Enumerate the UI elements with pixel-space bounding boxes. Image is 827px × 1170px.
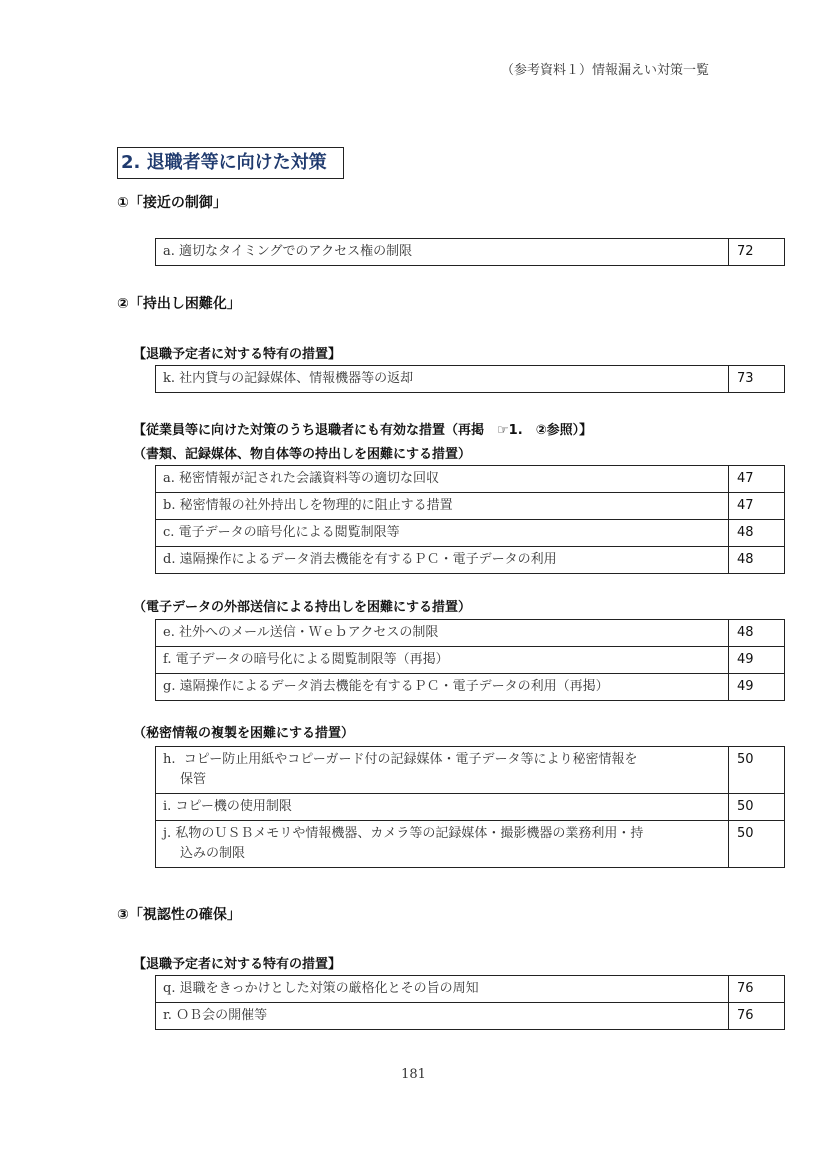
item-text: 秘密情報が記された会議資料等の適切な回収 (179, 471, 440, 486)
table-row (156, 366, 785, 393)
item-label: r. (163, 1008, 172, 1023)
page-reference: 48 (729, 620, 785, 647)
measure-item (156, 493, 729, 520)
item-text: 社外へのメール送信・Ｗｅｂアクセスの制限 (178, 625, 439, 640)
item-label: j. (163, 826, 172, 841)
page-reference: 73 (729, 366, 785, 393)
item-text: コピー防止用紙やコピーガード付の記録媒体・電子データ等により秘密情報を (179, 752, 638, 767)
section-heading-visibility: ③「視認性の確保」 (117, 907, 241, 923)
page-reference: 76 (729, 976, 785, 1003)
table-row (156, 976, 785, 1003)
item-text: 電子データの暗号化による閲覧制限等 (178, 525, 400, 540)
measure-item (156, 647, 729, 674)
measure-item (156, 821, 729, 868)
page-reference: 47 (729, 493, 785, 520)
measure-item (156, 547, 729, 574)
page-reference: 48 (729, 520, 785, 547)
measure-item (156, 366, 729, 393)
measure-item (156, 747, 729, 794)
measure-item (156, 239, 729, 266)
item-label: c. (163, 525, 175, 540)
table-row (156, 821, 785, 868)
item-label: d. (163, 552, 176, 567)
subgroup-heading-external-transmission: （電子データの外部送信による持出しを困難にする措置） (133, 600, 472, 615)
page-reference: 50 (729, 821, 785, 868)
section-heading-prevent-removal: ②「持出し困難化」 (117, 296, 241, 312)
item-label: k. (163, 371, 176, 386)
measures-table-external-transmission (155, 619, 785, 701)
table-row (156, 794, 785, 821)
item-label: a. (163, 244, 175, 259)
section-heading-access-control: ①「接近の制御」 (117, 195, 227, 211)
table-row (156, 620, 785, 647)
measures-table-physical-removal (155, 465, 785, 574)
item-text-continuation: 込みの制限 (180, 846, 246, 861)
page-reference: 47 (729, 466, 785, 493)
measure-item (156, 620, 729, 647)
item-text: 社内貸与の記録媒体、情報機器等の返却 (179, 371, 414, 386)
section-title: 2. 退職者等に向けた対策 (117, 147, 344, 179)
measure-item (156, 976, 729, 1003)
table-row (156, 1003, 785, 1030)
document-header-note: （参考資料１）情報漏えい対策一覧 (500, 63, 709, 78)
table-row (156, 239, 785, 266)
group-heading-retiree-specific-visibility: 【退職予定者に対する特有の措置】 (133, 957, 342, 972)
page-reference: 50 (729, 794, 785, 821)
item-text: ＯＢ会の開催等 (176, 1008, 268, 1023)
item-text-continuation: 保管 (180, 772, 207, 787)
measures-table-retiree-return (155, 365, 785, 393)
item-text: 遠隔操作によるデータ消去機能を有するＰＣ・電子データの利用（再掲） (179, 679, 609, 694)
group-heading-retiree-specific: 【退職予定者に対する特有の措置】 (133, 347, 342, 362)
item-label: g. (163, 679, 176, 694)
table-row (156, 493, 785, 520)
measures-table-access-control (155, 238, 785, 266)
page-reference: 72 (729, 239, 785, 266)
table-row (156, 547, 785, 574)
item-label: h. (163, 752, 176, 767)
table-row (156, 520, 785, 547)
group-heading-employee-measures: 【従業員等に向けた対策のうち退職者にも有効な措置（再掲 ☞1. ②参照）】 (133, 423, 593, 438)
measure-item (156, 466, 729, 493)
item-text: 退職をきっかけとした対策の厳格化とその旨の周知 (179, 981, 479, 996)
subgroup-heading-physical-removal: （書類、記録媒体、物自体等の持出しを困難にする措置） (133, 447, 472, 462)
item-label: f. (163, 652, 172, 667)
table-row (156, 747, 785, 794)
measure-item (156, 794, 729, 821)
item-label: i. (163, 799, 172, 814)
page-reference: 50 (729, 747, 785, 794)
item-text: コピー機の使用制限 (175, 799, 292, 814)
item-label: e. (163, 625, 175, 640)
page-reference: 49 (729, 647, 785, 674)
item-label: a. (163, 471, 175, 486)
measure-item (156, 1003, 729, 1030)
measures-table-visibility (155, 975, 785, 1030)
page-reference: 48 (729, 547, 785, 574)
item-text: 遠隔操作によるデータ消去機能を有するＰＣ・電子データの利用 (179, 552, 557, 567)
item-text: 電子データの暗号化による閲覧制限等（再掲） (175, 652, 449, 667)
subgroup-heading-copy-prevention: （秘密情報の複製を困難にする措置） (133, 726, 355, 741)
item-label: b. (163, 498, 176, 513)
page-number: 181 (401, 1067, 426, 1082)
table-row (156, 647, 785, 674)
measures-table-copy-prevention (155, 746, 785, 868)
table-row (156, 674, 785, 701)
measure-item (156, 520, 729, 547)
item-text: 秘密情報の社外持出しを物理的に阻止する措置 (179, 498, 453, 513)
page-reference: 49 (729, 674, 785, 701)
item-label: q. (163, 981, 176, 996)
table-row (156, 466, 785, 493)
measure-item (156, 674, 729, 701)
item-text: 私物のＵＳＢメモリや情報機器、カメラ等の記録媒体・撮影機器の業務利用・持 (175, 826, 644, 841)
item-text: 適切なタイミングでのアクセス権の制限 (179, 244, 413, 259)
page-reference: 76 (729, 1003, 785, 1030)
